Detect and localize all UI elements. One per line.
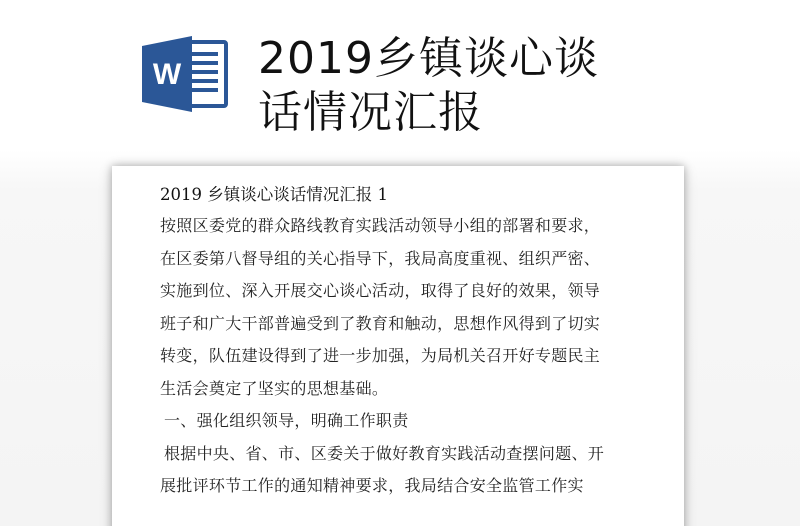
document-body (160, 180, 660, 503)
paragraph-line: 实施到位、深入开展交心谈心活动，取得了良好的效果，领导 (160, 281, 601, 300)
paragraph-line: 根据中央、省、市、区委关于做好教育实践活动查摆问题、开 (164, 443, 605, 463)
paragraph-line: 班子和广大干部普遍受到了教育和触动，思想作风得到了切实 (160, 313, 601, 333)
word-document-icon (142, 36, 228, 112)
paragraph-line: 转变，队伍建设得到了进一步加强，为局机关召开好专题民主 (160, 346, 601, 365)
paragraph-line: 生活会奠定了坚实的思想基础。 (160, 378, 389, 398)
page-title (258, 32, 678, 140)
word-icon-letter: W (152, 58, 182, 91)
paragraph-line: 按照区委党的群众路线教育实践活动领导小组的部署和要求， (160, 216, 601, 235)
header (0, 0, 800, 150)
paragraph-line: 展批评环节工作的通知精神要求，我局结合安全监管工作实 (160, 476, 584, 495)
paragraph-line: 在区委第八督导组的关心指导下，我局高度重视、组织严密、 (160, 248, 601, 268)
document-sheet (112, 166, 684, 526)
title-line-2: 话情况汇报 (258, 87, 483, 138)
section-heading: 一、强化组织领导，明确工作职责 (164, 411, 409, 430)
document-heading: 2019 乡镇谈心谈话情况汇报 1 (160, 185, 388, 204)
title-line-1: 2019乡镇谈心谈 (258, 33, 599, 84)
